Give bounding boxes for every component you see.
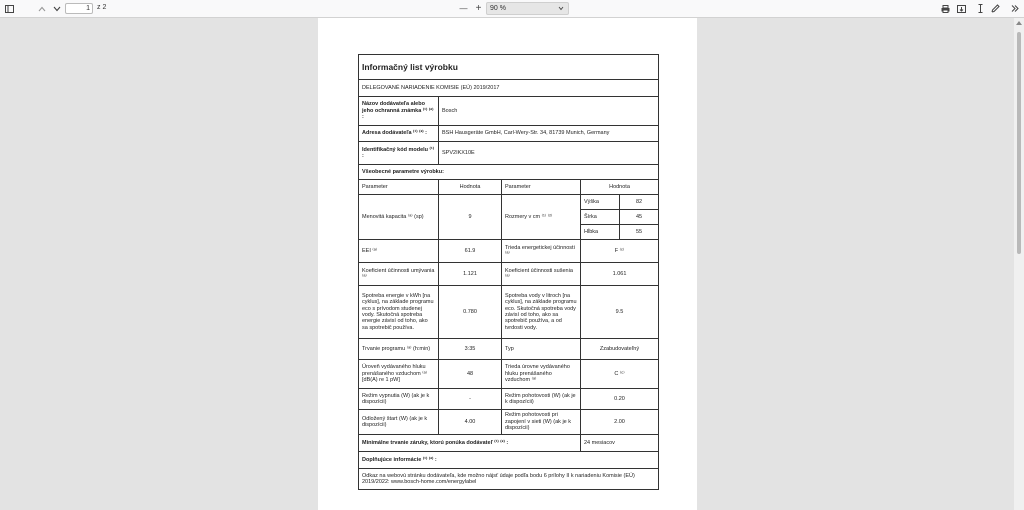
capacity-value: 9	[439, 195, 502, 240]
model-row	[359, 142, 659, 165]
col-header-value-2: Hodnota	[581, 180, 659, 195]
chevron-down-icon	[558, 3, 564, 18]
text-cursor-icon[interactable]	[975, 2, 986, 15]
address-label: Adresa dodávateľa ⁽¹⁾ ⁽²⁾ :	[359, 126, 439, 142]
table-row	[359, 240, 659, 263]
table-row	[359, 339, 659, 360]
col-header-parameter-2: Parameter	[502, 180, 581, 195]
off-mode-label: Režim vypnutia (W) (ak je k dispozícii)	[359, 389, 439, 410]
noise-value: 48	[439, 360, 502, 389]
energy-consumption-label: Spotreba energie v kWh [na cyklus], na základe programu eco s prívodom studenej vody. Skutočná spotreba energie závisí od toho, ako sa spotrebič používa.	[359, 286, 439, 339]
table-row	[359, 360, 659, 389]
supplier-row	[359, 97, 659, 126]
scrollbar-thumb[interactable]	[1017, 32, 1021, 254]
delay-start-value: 4.00	[439, 410, 502, 435]
general-params-row	[359, 165, 659, 180]
eei-value: 61.9	[439, 240, 502, 263]
more-tools-icon[interactable]	[1009, 2, 1020, 15]
table-row	[359, 389, 659, 410]
sheet-title: Informačný list výrobku	[359, 55, 659, 80]
zoom-in-button[interactable]: +	[475, 3, 482, 14]
duration-value: 3:35	[439, 339, 502, 360]
drying-value: 1.061	[581, 263, 659, 286]
page-number-input[interactable]: 1	[65, 3, 93, 14]
additional-info-heading: Doplňujúce informácie ⁽¹⁾ ⁽²⁾ :	[359, 452, 659, 469]
model-value: SPV2IKX10E	[439, 142, 659, 165]
zoom-select[interactable]	[486, 2, 569, 15]
sidebar-toggle-icon[interactable]	[4, 2, 15, 15]
save-icon[interactable]	[956, 2, 967, 15]
title-row	[359, 55, 659, 80]
header-row	[359, 180, 659, 195]
page-total: z 2	[97, 4, 107, 11]
address-value: BSH Hausgeräte GmbH, Carl-Wery-Str. 34, 81739 Munich, Germany	[439, 126, 659, 142]
additional-row	[359, 452, 659, 469]
energy-class-value: F ⁽ᶜ⁾	[581, 240, 659, 263]
width-label: Šírka	[581, 210, 620, 225]
noise-label: Úroveň vydávaného hluku prenášaného vzduchom ⁽ᵃ⁾ [dB(A) re 1 pW]	[359, 360, 439, 389]
water-consumption-value: 9.5	[581, 286, 659, 339]
network-standby-label: Režim pohotovosti pri zapojení v sieti (W) (ak je k dispozícii)	[502, 410, 581, 435]
standby-label: Režim pohotovosti (W) (ak je k dispozícii)	[502, 389, 581, 410]
zoom-value: 90 %	[490, 5, 506, 12]
table-row	[359, 286, 659, 339]
print-icon[interactable]	[940, 2, 951, 15]
model-label: Identifikačný kód modelu ⁽¹⁾ :	[359, 142, 439, 165]
type-value: Zzabudovateľný	[581, 339, 659, 360]
type-label: Typ	[502, 339, 581, 360]
energy-class-label: Trieda energetickej účinnosti ⁽ᵃ⁾	[502, 240, 581, 263]
standby-value: 0.20	[581, 389, 659, 410]
draw-pen-icon[interactable]	[990, 2, 1001, 15]
supplier-label: Názov dodávateľa alebo jeho ochranná známka ⁽¹⁾ ⁽²⁾ :	[359, 97, 439, 126]
regulation-row	[359, 80, 659, 97]
depth-value: 55	[620, 225, 659, 240]
energy-consumption-value: 0.780	[439, 286, 502, 339]
table-row	[359, 410, 659, 435]
warranty-label: Minimálne trvanie záruky, ktorú ponúka dodávateľ ⁽¹⁾ ⁽²⁾ :	[359, 435, 581, 452]
product-information-sheet	[358, 54, 659, 490]
delay-start-label: Odložený štart (W) (ak je k dispozícii)	[359, 410, 439, 435]
depth-label: Hĺbka	[581, 225, 620, 240]
dimensions-label: Rozmery v cm ⁽¹⁾ ⁽²⁾	[502, 195, 581, 240]
scrollbar[interactable]	[1014, 18, 1024, 510]
table-row	[359, 263, 659, 286]
width-value: 45	[620, 210, 659, 225]
supplier-value: Bosch	[439, 97, 659, 126]
warranty-value: 24 mesiacov	[581, 435, 659, 452]
cleaning-label: Koeficient účinnosti umývania ⁽ᵃ⁾	[359, 263, 439, 286]
zoom-out-button[interactable]: —	[459, 4, 468, 13]
cleaning-value: 1.121	[439, 263, 502, 286]
scroll-up-arrow-icon[interactable]	[1016, 21, 1022, 25]
link-row	[359, 469, 659, 490]
eei-label: EEI ⁽ᵃ⁾	[359, 240, 439, 263]
general-params-heading: Všeobecné parametre výrobku:	[359, 165, 659, 180]
regulation-text: DELEGOVANÉ NARIADENIE KOMISIE (EÚ) 2019/2017	[359, 80, 659, 97]
table-row	[359, 195, 659, 210]
water-consumption-label: Spotreba vody v litroch [na cyklus], na základe programu eco. Skutočná spotreba vody závisí od toho, ako sa spotrebič používa, a od tvrdosti vody.	[502, 286, 581, 339]
col-header-parameter: Parameter	[359, 180, 439, 195]
pdf-toolbar	[0, 0, 1024, 18]
noise-class-label: Trieda úrovne vydávaného hluku prenášaného vzduchom ⁽ᵃ⁾	[502, 360, 581, 389]
height-value: 82	[620, 195, 659, 210]
address-row	[359, 126, 659, 142]
previous-page-icon[interactable]	[36, 2, 47, 15]
next-page-icon[interactable]	[51, 2, 62, 15]
energy-label-link-text: Odkaz na webovú stránku dodávateľa, kde možno nájsť údaje podľa bodu 6 prílohy II k nariadeniu Komisie (EÚ) 2019/2022: www.bosch-home.com/energylabel	[359, 469, 659, 490]
capacity-label: Menovitá kapacita ⁽ᵃ⁾ (sp)	[359, 195, 439, 240]
drying-label: Koeficient účinnosti sušenia ⁽ᵃ⁾	[502, 263, 581, 286]
duration-label: Trvanie programu ⁽ᵃ⁾ (h:min)	[359, 339, 439, 360]
col-header-value: Hodnota	[439, 180, 502, 195]
height-label: Výška	[581, 195, 620, 210]
off-mode-value: -	[439, 389, 502, 410]
noise-class-value: C ⁽ᶜ⁾	[581, 360, 659, 389]
network-standby-value: 2.00	[581, 410, 659, 435]
warranty-row	[359, 435, 659, 452]
